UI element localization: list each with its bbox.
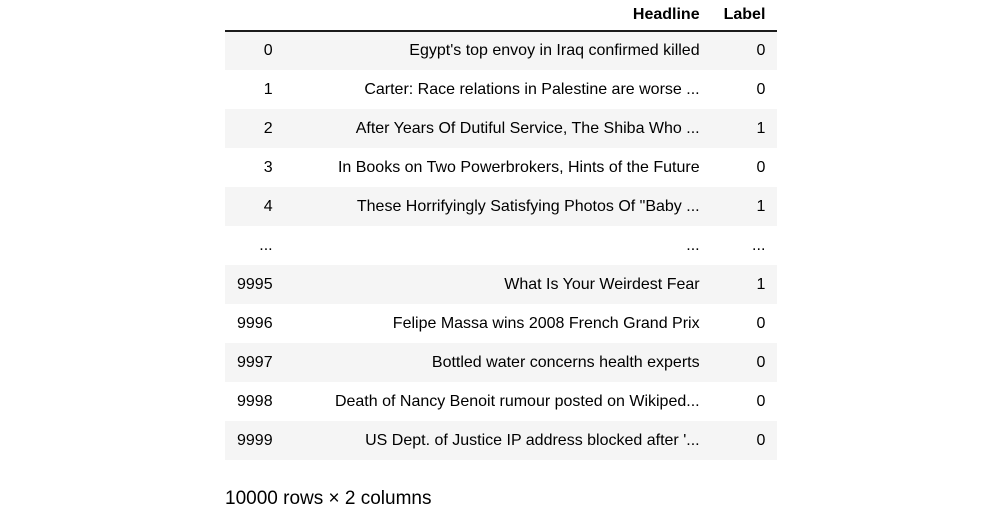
index-cell: 9998 bbox=[237, 392, 273, 410]
index-cell: 9999 bbox=[225, 421, 285, 460]
label-cell: 0 bbox=[712, 343, 778, 382]
header-row bbox=[225, 0, 777, 31]
index-cell: ... bbox=[259, 236, 273, 254]
headline-cell: In Books on Two Powerbrokers, Hints of the Future bbox=[337, 158, 700, 176]
headline-cell: After Years Of Dutiful Service, The Shiba Who ... bbox=[285, 109, 712, 148]
label-cell: 0 bbox=[756, 392, 766, 410]
dataframe-table bbox=[225, 0, 777, 460]
dataframe-output bbox=[225, 0, 1000, 510]
headline-cell: What Is Your Weirdest Fear bbox=[285, 265, 712, 304]
label-cell: 1 bbox=[712, 109, 778, 148]
index-cell: 9997 bbox=[225, 343, 285, 382]
table-row-ellipsis bbox=[225, 226, 777, 265]
index-cell: 3 bbox=[263, 158, 273, 176]
label-cell: 0 bbox=[712, 421, 778, 460]
label-cell: 0 bbox=[756, 314, 766, 332]
label-cell: 1 bbox=[712, 187, 778, 226]
headline-cell: Felipe Massa wins 2008 French Grand Prix bbox=[392, 314, 700, 332]
headline-cell: US Dept. of Justice IP address blocked after '... bbox=[285, 421, 712, 460]
index-column-header bbox=[225, 0, 285, 31]
table-row bbox=[225, 31, 777, 70]
table-row bbox=[225, 343, 777, 382]
label-cell: ... bbox=[752, 236, 766, 254]
label-cell: 1 bbox=[712, 265, 778, 304]
index-cell: 0 bbox=[225, 31, 285, 70]
index-cell: 4 bbox=[225, 187, 285, 226]
table-row bbox=[225, 304, 777, 343]
label-cell: 0 bbox=[756, 80, 766, 98]
table-row bbox=[225, 382, 777, 421]
index-cell: 9996 bbox=[237, 314, 273, 332]
table-row bbox=[225, 187, 777, 226]
headline-column-header: Headline bbox=[285, 0, 712, 31]
headline-cell: Egypt's top envoy in Iraq confirmed killed bbox=[285, 31, 712, 70]
table-row bbox=[225, 148, 777, 187]
headline-cell: Carter: Race relations in Palestine are worse ... bbox=[364, 80, 700, 98]
label-cell: 0 bbox=[756, 158, 766, 176]
index-cell: 1 bbox=[263, 80, 273, 98]
label-column-header: Label bbox=[712, 0, 778, 31]
headline-cell: These Horrifyingly Satisfying Photos Of "Baby ... bbox=[285, 187, 712, 226]
table-row bbox=[225, 70, 777, 109]
table-dimensions: 10000 rows × 2 columns bbox=[225, 488, 432, 509]
index-cell: 9995 bbox=[225, 265, 285, 304]
index-cell: 2 bbox=[225, 109, 285, 148]
headline-cell: ... bbox=[686, 236, 700, 254]
table-row bbox=[225, 109, 777, 148]
table-row bbox=[225, 421, 777, 460]
headline-cell: Bottled water concerns health experts bbox=[285, 343, 712, 382]
label-cell: 0 bbox=[712, 31, 778, 70]
table-row bbox=[225, 265, 777, 304]
headline-cell: Death of Nancy Benoit rumour posted on Wikiped... bbox=[334, 392, 700, 410]
